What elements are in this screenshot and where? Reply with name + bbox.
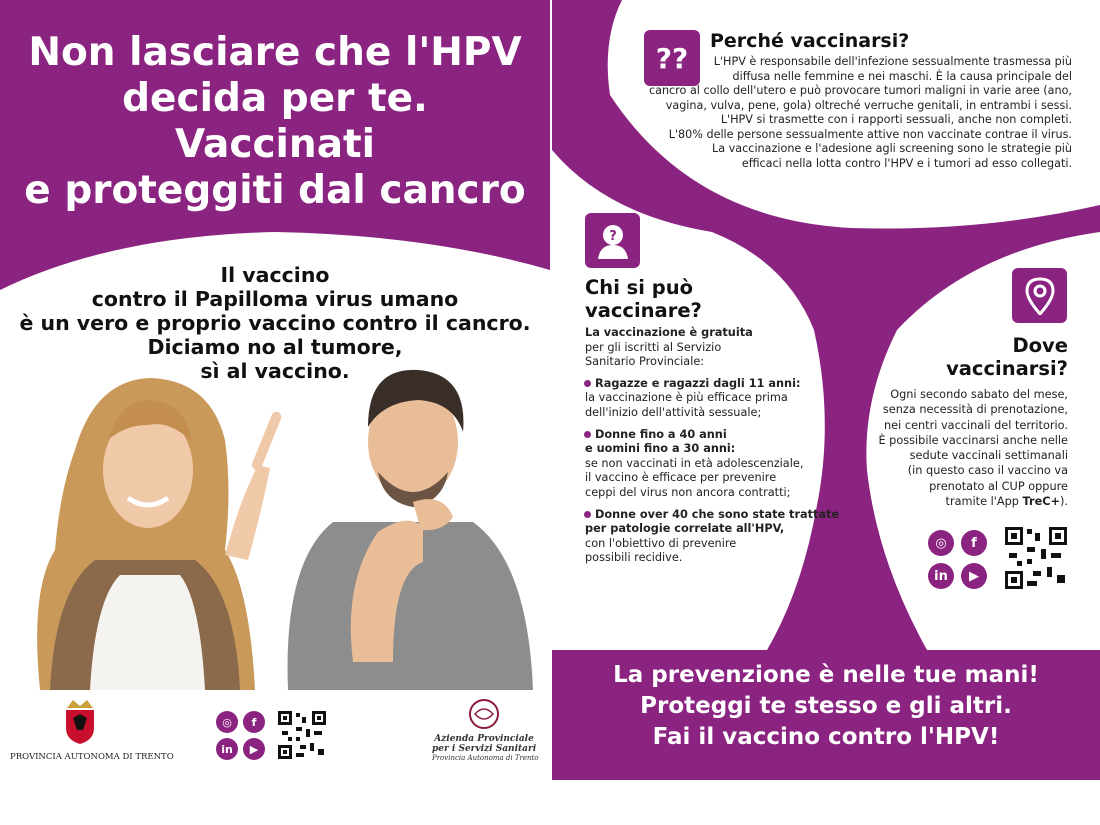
who-title-line: vaccinare? [585,299,702,322]
qr-code-right[interactable] [1005,527,1067,589]
where-line: prenotato al CUP oppure [929,479,1068,493]
location-pin-icon [1012,268,1067,323]
person-question-icon [585,213,640,268]
where-line: È possibile vaccinarsi anche nelle [878,433,1068,447]
man-photo [283,362,533,690]
bullet-dot [584,511,591,518]
qr-code-left[interactable] [278,711,326,759]
why-line: efficaci nella lotta contro l'HPV e i tumori ad esso collegati. [741,156,1072,170]
linkedin-icon[interactable]: in [216,738,238,760]
closing-line: La prevenzione è nelle tue mani! [613,662,1039,688]
where-title-line: vaccinarsi? [946,357,1068,380]
instagram-icon[interactable]: ◎ [216,711,238,733]
coat-of-arms-icon [63,700,97,744]
bullet-heading: Donne fino a 40 anni [595,427,727,441]
who-intro-line: Sanitario Provinciale: [585,355,705,369]
right-panel [552,0,1100,780]
facebook-icon[interactable]: f [961,530,987,556]
headline-line: Non lasciare che l'HPV [28,30,522,75]
bullet-text: con l'obiettivo di prevenire [585,536,737,550]
why-line: vagina, vulva, pene, gola) oltreché verruche genitali, in entrambi i sessi. [665,98,1072,112]
where-title-line: Dove [1012,334,1068,357]
where-line: (in questo caso il vaccino va [907,464,1068,478]
who-title [585,276,702,322]
why-line: cancro al collo dell'utero e può provocare tumori maligni in varie aree (ano, [648,84,1072,97]
apss-name-line: Azienda Provinciale [434,734,534,744]
where-text [848,387,1068,509]
bullet-text: dell'inizio dell'attività sessuale; [585,405,762,419]
apss-emblem-icon [467,698,501,730]
why-line: L'80% delle persone sessualmente attive non vaccinate contrae il virus. [668,127,1072,141]
apss-name-line: per i Servizi Sanitari [432,744,537,754]
trec-app-name: TreC+ [1022,495,1060,509]
instagram-icon[interactable]: ◎ [928,530,954,556]
headline-line: Vaccinati [174,122,376,167]
why-line: L'HPV è responsabile dell'infezione sessualmente trasmessa più [713,55,1072,68]
where-title [946,334,1068,380]
bullet-dot [584,380,591,387]
bullet-heading: Ragazze e ragazzi dagli 11 anni: [595,376,801,390]
where-line-part: tramite l'App [945,495,1023,509]
where-line [848,494,1068,509]
youtube-icon[interactable]: ▶ [961,563,987,589]
bullet-heading: e uomini fino a 30 anni: [585,442,736,456]
woman-photo [0,370,285,690]
linkedin-icon[interactable]: in [928,563,954,589]
bullet-text: la vaccinazione è più efficace prima [585,391,788,405]
bullet-text: il vaccino è efficace per prevenire [585,471,777,485]
where-line: nei centri vaccinali del territorio. [884,418,1068,432]
why-text [612,55,1072,171]
facebook-icon[interactable]: f [243,711,265,733]
bullet-heading: Donne over 40 che sono state trattate [595,507,840,521]
bullet-text: se non vaccinati in età adolescenziale, [585,456,804,470]
subhead-line: contro il Papilloma virus umano [91,287,459,311]
social-links-right [928,530,987,589]
where-line-part: ). [1060,495,1068,509]
why-title: Perché vaccinarsi? [710,30,910,52]
bullet-text: ceppi del virus non ancora contratti; [585,485,791,499]
bullet-heading: per patologie correlate all'HPV, [585,522,785,536]
bullet-dot [584,431,591,438]
subhead-line: Diciamo no al tumore, [147,335,403,359]
where-line: Ogni secondo sabato del mese, [890,388,1068,401]
closing-line: Fai il vaccino contro l'HPV! [652,724,1000,750]
subhead-line: Il vaccino [220,263,330,287]
headline-line: e proteggiti dal cancro [24,168,526,213]
why-line: L'HPV si trasmette con i rapporti sessuali, anche non completi. [720,113,1072,126]
question-marks-icon: ?? [644,30,700,86]
who-text [585,326,840,566]
provincia-caption: PROVINCIA AUTONOMA DI TRENTO [10,752,174,762]
subhead-line: sì al vaccino. [200,359,350,383]
apss-logo [432,698,539,762]
why-line: La vaccinazione e l'adesione agli screening sono le strategie più [712,142,1072,155]
where-line: sedute vaccinali settimanali [909,449,1068,463]
who-intro-bold: La vaccinazione è gratuita [585,326,753,339]
headline-line: decida per te. [122,76,428,121]
youtube-icon[interactable]: ▶ [243,738,265,760]
bullet-text: possibili recidive. [585,551,683,565]
who-title-line: Chi si può [585,276,693,299]
closing-line: Proteggi te stesso e gli altri. [640,693,1012,719]
why-line: diffusa nelle femmine e nei maschi. È la causa principale del [732,69,1072,83]
provincia-logo [10,700,174,762]
subhead-line: è un vero e proprio vaccino contro il cancro. [19,311,531,335]
where-line: senza necessità di prenotazione, [882,403,1068,417]
main-headline [0,30,550,214]
social-links-left [216,711,265,760]
closing-banner [552,650,1100,770]
left-panel [0,0,550,780]
who-intro-line: per gli iscritti al Servizio [585,340,722,354]
svg-text:?: ? [608,228,617,244]
apss-subtitle: Provincia Autonoma di Trento [432,754,539,762]
